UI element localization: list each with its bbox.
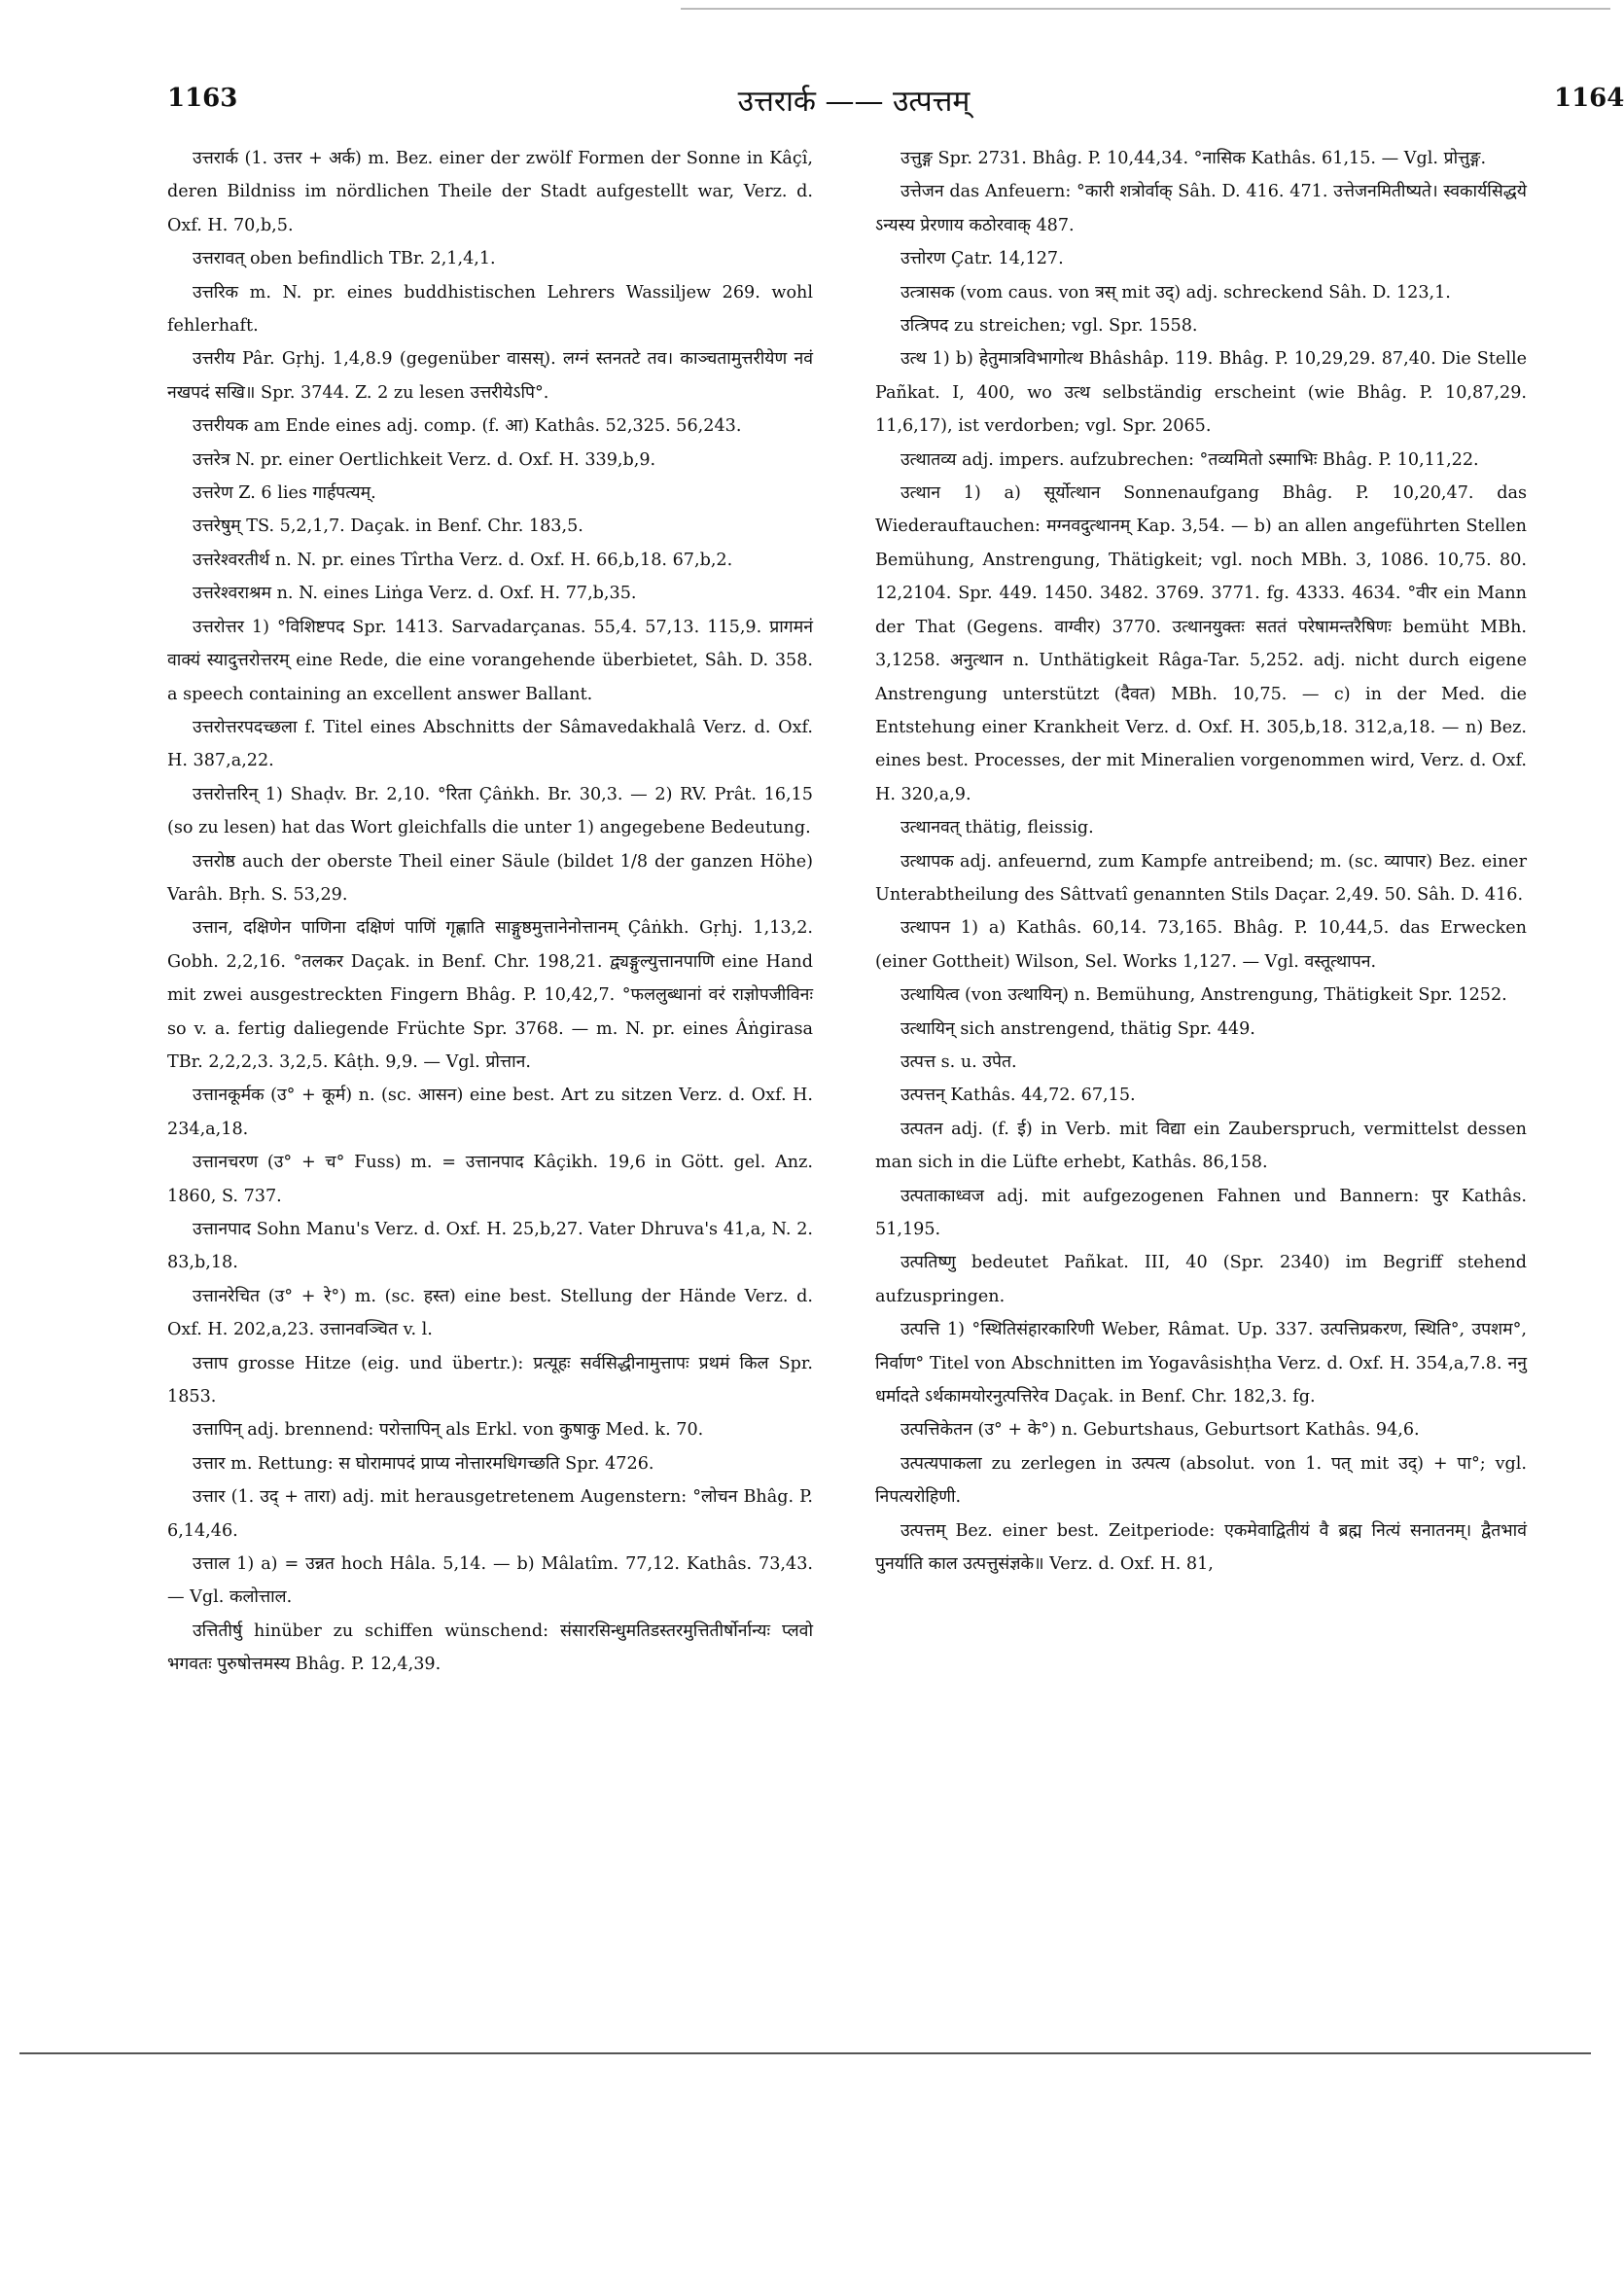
dictionary-entry: उत्पत्यपाकला zu zerlegen in उत्पत्य (absolut. von 1. पत् mit उद्) + पा°; vgl. निपत्यरोहिणी. (875, 1453, 1527, 1508)
dictionary-entry: उत्पत्त s. u. उपेत. (900, 1051, 1017, 1072)
dictionary-entry: उत्तानपाद Sohn Manu's Verz. d. Oxf. H. 25,b,27. Vater Dhruva's 41,a, N. 2. 83,b,18. (167, 1220, 813, 1273)
dictionary-entry: उत्तार (1. उद् + तारा) adj. mit herausgetretenem Augenstern: °लोचन Bhâg. P. 6,14,46. (167, 1487, 813, 1541)
dictionary-entry: उत्ताप grosse Hitze (eig. und übertr.): प्रत्यूहः सर्वसिद्धीनामुत्तापः प्रथमं किल Spr. 1853. (167, 1353, 813, 1407)
dictionary-entry: उत्तानरेचित (उ° + रे°) m. (sc. हस्त) eine best. Stellung der Hände Verz. d. Oxf. H. 202,a,23. उत्तानवञ्चित v. l. (167, 1286, 813, 1340)
dictionary-entry: उत्तरार्क (1. उत्तर + अर्क) m. Bez. einer der zwölf Formen der Sonne in Kâçî, deren Bildniss im nördlichen Theile der Stadt aufgestellt war, Verz. d. Oxf. H. 70,b,5. (167, 149, 813, 235)
dictionary-entry: उत्ताल 1) a) = उन्नत hoch Hâla. 5,14. — b) Mâlatîm. 77,12. Kathâs. 73,43. — Vgl. कलोत्ताल. (167, 1554, 813, 1608)
dictionary-entry: उत्थायिन् sich anstrengend, thätig Spr. 449. (900, 1018, 1255, 1039)
dictionary-entry: उत्त्रिपद zu streichen; vgl. Spr. 1558. (900, 316, 1198, 337)
dictionary-entry: उत्तरेश्वरतीर्थ n. N. pr. eines Tîrtha Verz. d. Oxf. H. 66,b,18. 67,b,2. (193, 550, 733, 570)
dictionary-entry: उत्थायित्व (von उत्थायिन्) n. Bemühung, Anstrengung, Thätigkeit Spr. 1252. (900, 985, 1507, 1006)
dictionary-entry: उत्तरोष्ठ auch der oberste Theil einer Säule (bildet 1/8 der ganzen Höhe) Varâh. Bṛh. S. 53,29. (167, 851, 813, 905)
dictionary-entry: उत्तरिक m. N. pr. eines buddhistischen Lehrers Wassiljew 269. wohl fehlerhaft. (167, 282, 813, 337)
dictionary-entry: उत्त्रासक (vom caus. von त्रस् mit उद्) adj. schreckend Sâh. D. 123,1. (900, 282, 1451, 303)
dictionary-entry: उत्पताकाध्वज adj. mit aufgezogenen Fahnen und Bannern: पुर Kathâs. 51,195. (875, 1186, 1527, 1239)
dictionary-entry: उत्थापन 1) a) Kathâs. 60,14. 73,165. Bhâg. P. 10,44,5. das Erwecken (einer Gottheit) Wilson, Sel. Works 1,127. — Vgl. वस्तूत्थापन. (875, 918, 1527, 972)
dictionary-entry: उत्पत्तन् Kathâs. 44,72. 67,15. (900, 1086, 1136, 1106)
dictionary-entry: उत्पत्तम् Bez. einer best. Zeitperiode: एकमेवाद्वितीयं वै ब्रह्म नित्यं सनातनम्। द्वैतभावं पुनर्याति काल उत्पत्तुसंज्ञके॥ Verz. d. Oxf. H. 81, (875, 1520, 1527, 1575)
page-number-right: 1164 (1554, 84, 1624, 113)
dictionary-entry: उत्तरेण Z. 6 lies गार्हपत्यम्. (193, 483, 376, 504)
dictionary-entry: उत्तान, दक्षिणेन पाणिना दक्षिणं पाणिं गृह्णाति साङ्गुष्ठमुत्तानेनोत्तानम् Çâṅkh. Gṛhj. 1,13,2. Gobh. 2,2,16. °तलकर Daçak. in Benf. Chr. 198,21. द्व्यङ्गुल्युत्तानपाणि eine Hand mit zwei ausgestreckten Fingern Bhâg. P. 10,42,7. °फललुब्धानां वरं राज्ञोपजीविनः so v. a. fertig daliegende Früchte Spr. 3768. — m. N. pr. eines Âṅgirasa TBr. 2,2,2,3. 3,2,5. Kâṭh. 9,9. — Vgl. प्रोत्तान. (167, 918, 813, 1072)
dictionary-entry: उत्तानचरण (उ° + च° Fuss) m. = उत्तानपाद Kâçikh. 19,6 in Gött. gel. Anz. 1860, S. 737. (167, 1153, 813, 1206)
dictionary-entry: उत्तापिन् adj. brennend: परोत्तापिन् als Erkl. von कुषाकु Med. k. 70. (193, 1420, 704, 1441)
dictionary-entry: उत्पत्तिकेतन (उ° + के°) n. Geburtshaus, Geburtsort Kathâs. 94,6. (900, 1420, 1420, 1441)
top-rule (681, 8, 1610, 10)
dictionary-entry: उत्तरावत् oben befindlich TBr. 2,1,4,1. (193, 249, 496, 269)
dictionary-entry: उत्तरेश्वराश्रम n. N. eines Liṅga Verz. d. Oxf. H. 77,b,35. (193, 584, 637, 604)
page-number-left: 1163 (167, 84, 238, 113)
dictionary-entry: उत्तरेषुम् TS. 5,2,1,7. Daçak. in Benf. Chr. 183,5. (193, 517, 583, 537)
dictionary-entry: उत्तार m. Rettung: स घोरामापदं प्राप्य नोत्तारमधिगच्छति Spr. 4726. (193, 1453, 654, 1474)
dictionary-entry: उत्तरोत्तरपदच्छला f. Titel eines Abschnitts der Sâmavedakhalâ Verz. d. Oxf. H. 387,a,22. (167, 717, 813, 771)
dictionary-entry: उत्तरोत्तर 1) °विशिष्टपद Spr. 1413. Sarvadarçanas. 55,4. 57,13. 115,9. प्रागमनं वाक्यं स्यादुत्तरोत्तरम् eine Rede, die eine vorangehende überbietet, Sâh. D. 358. a speech containing an excellent answer Ballant. (167, 617, 813, 704)
dictionary-entry: उत्तुङ्ग Spr. 2731. Bhâg. P. 10,44,34. °नासिक Kathâs. 61,15. — Vgl. प्रोत्तुङ्ग. (900, 149, 1487, 168)
bottom-rule (19, 2052, 1591, 2054)
dictionary-entry: उत्तोरण Çatr. 14,127. (900, 249, 1064, 269)
dictionary-entry: उत्तरीय Pâr. Gṛhj. 1,4,8.9 (gegenüber वासस्). लग्नं स्तनतटे तव। काञ्चतामुत्तरीयेण नवं नखपदं सखि॥ Spr. 3744. Z. 2 zu lesen उत्तरीयेऽपि°. (167, 349, 813, 403)
dictionary-entry: उत्तरेत्र N. pr. einer Oertlichkeit Verz. d. Oxf. H. 339,b,9. (193, 449, 656, 470)
dictionary-entry: उत्तानकूर्मक (उ° + कूर्म) n. (sc. आसन) eine best. Art zu sitzen Verz. d. Oxf. H. 234,a,18. (167, 1086, 813, 1139)
dictionary-entry: उत्पत्ति 1) °स्थितिसंहारकारिणी Weber, Râmat. Up. 337. उत्पत्तिप्रकरण, स्थिति°, उपशम°, निर्वाण° Titel von Abschnitten im Yogavâsishṭha Verz. d. Oxf. H. 354,a,7.8. ननु धर्मादते ऽर्थकामयोरनुत्पत्तिरेव Daçak. in Benf. Chr. 182,3. fg. (875, 1320, 1527, 1407)
left-column (167, 142, 813, 1682)
dictionary-entry: उत्तरीयक am Ende eines adj. comp. (f. आ) Kathâs. 52,325. 56,243. (193, 416, 742, 437)
running-headword: उत्तरार्क —— उत्पत्तम् (737, 85, 971, 119)
dictionary-entry: उत्थान 1) a) सूर्योत्थान Sonnenaufgang Bhâg. P. 10,20,47. das Wiederauftauchen: मग्नवदुत्थानम् Kap. 3,54. — b) an allen angeführten Stellen Bemühung, Anstrengung, Thätigkeit; vgl. noch MBh. 3, 1086. 10,75. 80. 12,2104. Spr. 449. 1450. 3482. 3769. 3771. fg. 4333. 4634. °वीर ein Mann der That (Gegens. वाग्वीर) 3770. उत्थानयुक्तः सततं परेषामन्तरैषिणः bemüht MBh. 3,1258. अनुत्थान n. Unthätigkeit Râga-Tar. 5,252. adj. nicht durch eigene Anstrengung unterstützt (दैवत) MBh. 10,75. — c) in der Med. die Entstehung einer Krankheit Verz. d. Oxf. H. 305,b,18. 312,a,18. — n) Bez. eines best. Processes, der mit Mineralien vorgenommen wird, Verz. d. Oxf. H. 320,a,9. (875, 483, 1527, 804)
dictionary-entry: उत्पतन adj. (f. ई) in Verb. mit विद्या ein Zauberspruch, vermittelst dessen man sich in die Lüfte erhebt, Kathâs. 86,158. (875, 1119, 1527, 1173)
dictionary-entry: उत्थातव्य adj. impers. aufzubrechen: °तव्यमितो ऽस्माभिः Bhâg. P. 10,11,22. (900, 449, 1479, 470)
dictionary-entry: उत्थापक adj. anfeuernd, zum Kampfe antreibend; m. (sc. व्यापार) Bez. einer Unterabtheilung des Sâttvatî genannten Stils Daçar. 2,49. 50. Sâh. D. 416. (875, 851, 1527, 905)
dictionary-entry: उत्थानवत् thätig, fleissig. (900, 818, 1094, 838)
dictionary-entry: उत्थ 1) b) हेतुमात्रविभागोत्थ Bhâshâp. 119. Bhâg. P. 10,29,29. 87,40. Die Stelle Pañkat. I, 400, wo उत्थ selbständig erscheint (wie Bhâg. P. 10,87,29. 11,6,17), ist verdorben; vgl. Spr. 2065. (875, 349, 1527, 437)
dictionary-entry: उत्तेजन das Anfeuern: °कारी शत्रोर्वाक् Sâh. D. 416. 471. उत्तेजनमितीष्यते। स्वकार्यसिद्धये ऽन्यस्य प्रेरणाय कठोरवाक् 487. (875, 182, 1527, 235)
dictionary-entry: उत्तरोत्तरिन् 1) Shaḍv. Br. 2,10. °रिता Çâṅkh. Br. 30,3. — 2) RV. Prât. 16,15 (so zu lesen) hat das Wort gleichfalls die unter 1) angegebene Bedeutung. (167, 784, 813, 838)
right-column (875, 142, 1527, 1581)
dictionary-entry: उत्पतिष्णु bedeutet Pañkat. III, 40 (Spr. 2340) im Begriff stehend aufzuspringen. (875, 1253, 1527, 1306)
dictionary-entry: उत्तितीर्षु hinüber zu schiffen wünschend: संसारसिन्धुमतिडस्तरमुत्तितीर्षोर्नान्यः प्लवो भगवतः पुरुषोत्तमस्य Bhâg. P. 12,4,39. (167, 1621, 813, 1675)
